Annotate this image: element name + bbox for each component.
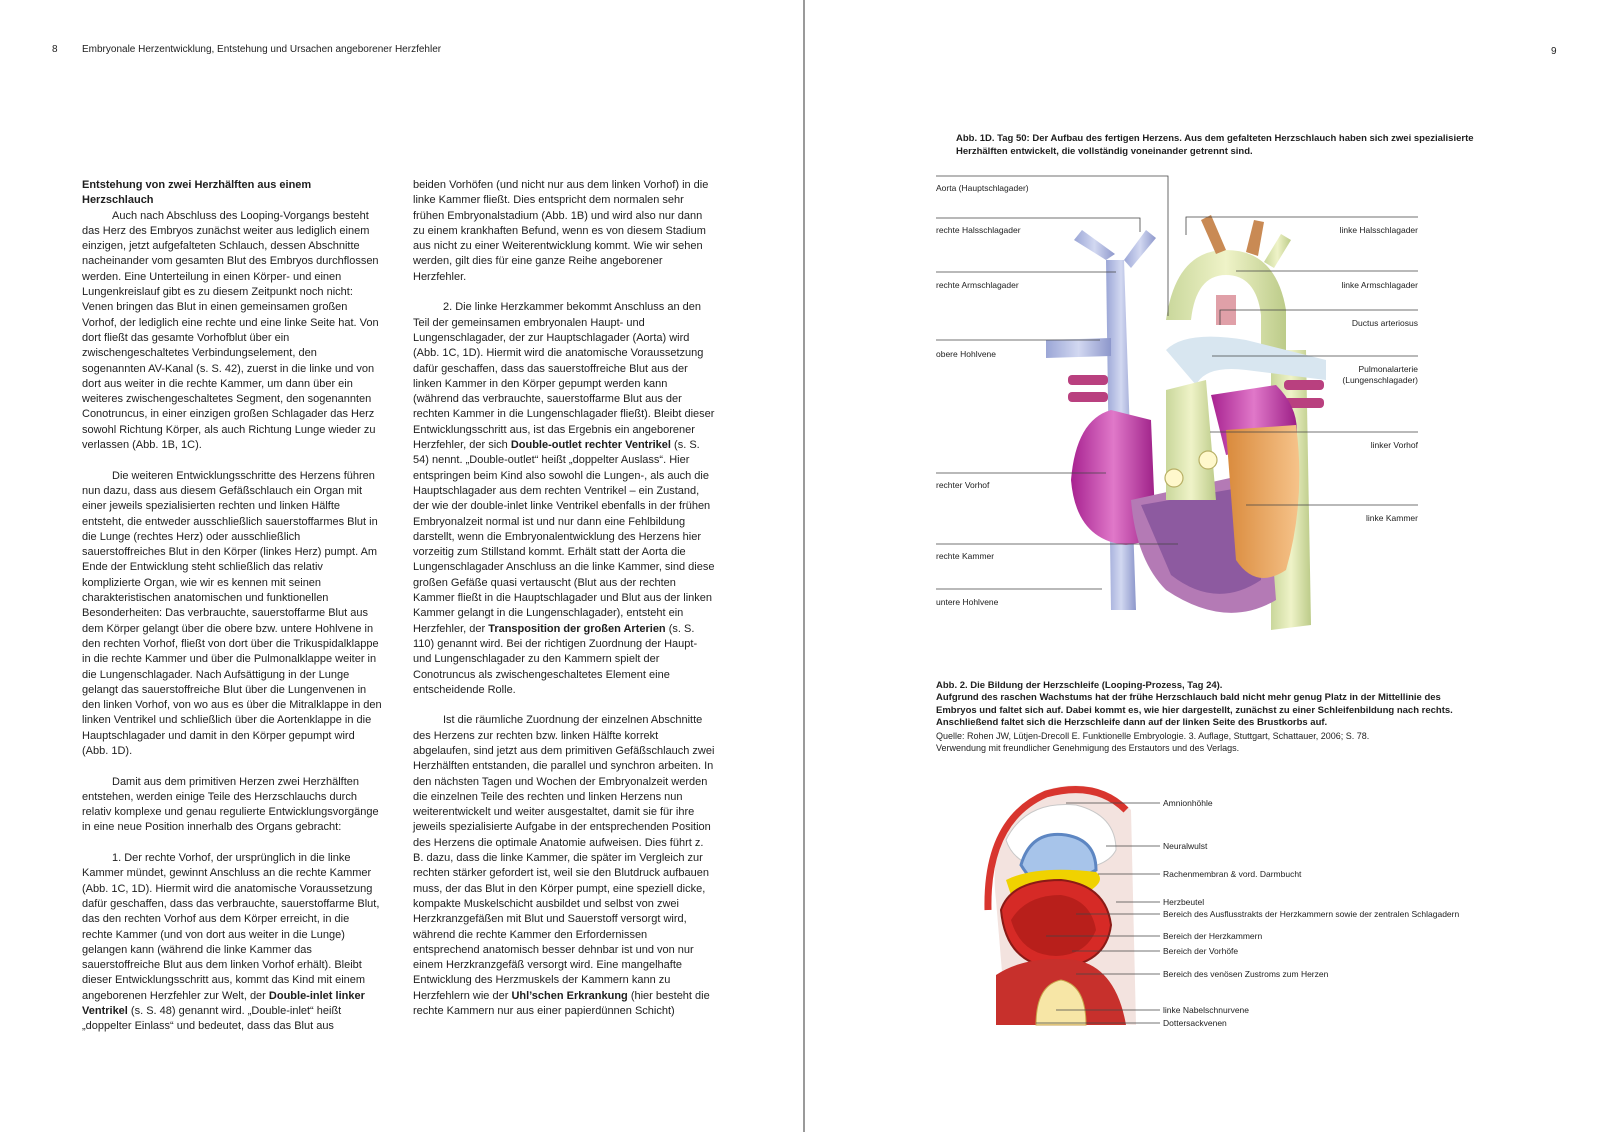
- figure-2-caption-title: Abb. 2. Die Bildung der Herzschleife (Looping-Prozess, Tag 24).: [936, 680, 1223, 691]
- label-venous-inflow: Bereich des venösen Zustroms zum Herzen: [1163, 969, 1329, 979]
- label-superior-vena-cava: obere Hohlvene: [936, 349, 997, 359]
- paragraph: Auch nach Abschluss des Looping-Vorgangs besteht das Herz des Embryos zunächst weiter aus lediglich einem einzigen, jetzt aufgefalteten Schlauch, dessen Abschnitte nacheinander vom gesamten Blut des Embryos durchflossen werden. Eine Unterteilung in einen Körper- und einen Lungenkreislauf gibt es zu diesem Zeitpunkt noch nicht: Venen bringen das Blut in einen gemeinsamen großen Vorhof, der lediglich eine rechte und eine linke Seite hat. Von dort fließt das gesamte Vorhofblut über ein zwischengeschaltetes Verbindungselement, den sogenannten AV-Kanal (s. S. 42), zuerst in die linke und von dort aus weiter in die rechte Kammer, um dann über ein weiteres zwischengeschaltetes Segment, den sogenannten Conotruncus, in einer einzigen großen Schlagader das Herz sowohl Richtung Körper, als auch Richtung Lunge wieder zu verlassen (Abb. 1B, 1C).: [82, 209, 379, 452]
- page-number-right: 9: [1551, 46, 1557, 57]
- label-ductus-arteriosus: Ductus arteriosus: [1351, 318, 1418, 328]
- text-run: (hier besteht die rechte Kammern nur aus einer papierdünnen Schicht): [413, 989, 710, 1018]
- text-column-2: [413, 178, 715, 1019]
- section-heading: Entstehung von zwei Herzhälften aus einem Herzschlauch: [82, 179, 312, 207]
- label-umbilical-vein: linke Nabelschnurvene: [1163, 1005, 1249, 1015]
- label-vitelline-veins: Dottersackvenen: [1163, 1018, 1227, 1028]
- label-left-ventricle: linke Kammer: [1366, 513, 1418, 523]
- embryo-leader-lines: [806, 0, 1600, 1132]
- term-bold: Transposition der großen Arterien: [488, 622, 666, 635]
- label-pharyngeal-membrane: Rachenmembran & vord. Darmbucht: [1163, 869, 1302, 879]
- term-bold: Double-outlet rechter Ventrikel: [510, 439, 671, 452]
- label-atria-region: Bereich der Vorhöfe: [1163, 946, 1239, 956]
- label-right-atrium: rechter Vorhof: [936, 480, 990, 490]
- label-pericardium: Herzbeutel: [1163, 897, 1205, 907]
- text-run: (s. S. 54) nennt. „Double-outlet“ heißt „doppelter Auslass“. Hier entspringen beim Kind also sowohl die Lungen-, als auch die Hauptschlagader aus dem rechten Ventrikel – ein Zustand, der wie der double-inlet linke Ventrikel ebenfalls in der frühen Embryonalzeit normal ist und nur dann eine Fehlbildung darstellt, wenn die Embryonalentwicklung des Herzens hier vorzeitig zum Stillstand kommt. Erhält statt der Aorta die Lungenschlagader Anschluss an die linke Kammer, sind diese großen Gefäße quasi vertauscht (Blut aus der rechten Kammer fließt in die Hauptschlagader und Blut aus der linken Kammer gelangt in die Lungenschlagader), entsteht ein Herzfehler, der: [413, 439, 715, 635]
- right-page: [806, 0, 1600, 1132]
- term-bold: Double-inlet linker Ventrikel: [82, 989, 365, 1018]
- paragraph: [413, 300, 715, 698]
- paragraph: [413, 713, 715, 1019]
- label-right-subclavian: rechte Armschlagader: [936, 280, 1019, 290]
- label-left-subclavian: linke Armschlagader: [1341, 280, 1418, 290]
- text-column-1: [82, 178, 382, 1035]
- text-run: 2. Die linke Herzkammer bekommt Anschluss an den Teil der gemeinsamen embryonalen Haupt- und Lungenschlagader, der zur Hauptschlagader (Aorta) wird (Abb. 1C, 1D). Hiermit wird die anatomische Voraussetzung dafür geschaffen, dass das sauerstoffreiche Blut aus der linken Kammer in den Körper gepumpt werden kann (während das verbrauchte, sauerstoffarme Blut aus der rechten Kammer in die Lungenschlagader fließt). Bleibt dieser Entwicklungsschritt aus, ist das Ergebnis ein angeborener Herzfehler, der sich: [413, 301, 715, 452]
- paragraph: [82, 851, 382, 1035]
- figure-1-caption: Abb. 1D. Tag 50: Der Aufbau des fertigen Herzens. Aus dem gefalteten Herzschlauch haben sich zwei spezialisierte Herzhälften entwickelt, die vollständig voneinander getrennt sind.: [956, 133, 1474, 157]
- page-divider: [803, 0, 805, 1132]
- label-right-carotid: rechte Halsschlagader: [936, 225, 1021, 235]
- label-inferior-vena-cava: untere Hohlvene: [936, 597, 999, 607]
- paragraph: Die weiteren Entwicklungsschritte des Herzens führen nun dazu, dass aus diesem Gefäßschlauch ein Organ mit einer jeweils spezialisierten rechten und linken Hälfte entsteht, die entweder ausschließlich sauerstoffarmes Blut in die Lunge (rechtes Herz) oder ausschließlich sauerstoffreiches Blut in den Körper (linkes Herz) pumpt. Am Ende der Entwicklung steht schließlich das relativ komplizierte Organ, wie wir es kennen mit seinen charakteristischen anatomischen und funktionellen Besonderheiten: Das verbrauchte, sauerstoffarme Blut aus dem Körper gelangt über die obere bzw. untere Hohlvene in den rechten Vorhof, fließt von dort über die Trikuspidalklappe in die rechte Kammer und über die Pulmonalklappe weiter in die Lungenschlagader. Nach Aufsättigung in der Lunge gelangt das sauerstoffreiche Blut über die Lungenvenen in den linken Vorhof, von wo aus es über die Mitralklappe in den linken Ventrikel und schließlich über die Aortenklappe in die Hauptschlagader und damit in den Körper gepumpt wird (Abb. 1D).: [82, 469, 382, 757]
- text-run: 1. Der rechte Vorhof, der ursprünglich in die linke Kammer mündet, gewinnt Anschluss an die rechte Kammer (Abb. 1C, 1D). Hiermit wird die anatomische Voraussetzung dafür geschaffen, dass das verbrauchte, sauerstoffarme Blut, das den rechten Vorhof aus dem Körper erreicht, in die rechte Kammer (und von dort aus weiter in die Lunge) gelangen kann (während die linke Kammer das sauerstoffreiche Blut aus dem linken Vorhof erhält). Bleibt dieser Entwicklungsschritt aus, kommt das Kind mit einem angeborenen Herzfehler zur Welt, der: [82, 852, 380, 1002]
- text-run: (s. S. 48) genannt wird. „Double-inlet“ heißt „doppelter Einlass“ und bedeutet, dass das Blut aus: [82, 1005, 342, 1033]
- label-right-ventricle: rechte Kammer: [936, 551, 995, 561]
- label-aorta: Aorta (Hauptschlagader): [936, 183, 1029, 193]
- label-left-carotid: linke Halsschlagader: [1339, 225, 1418, 235]
- running-head: Embryonale Herzentwicklung, Entstehung und Ursachen angeborener Herzfehler: [82, 44, 442, 55]
- label-ventricles-region: Bereich der Herzkammern: [1163, 931, 1263, 941]
- page-number-left: 8: [52, 44, 58, 55]
- label-left-atrium: linker Vorhof: [1370, 440, 1418, 450]
- figure-2-permission: Verwendung mit freundlicher Genehmigung des Erstautors und des Verlags.: [936, 743, 1240, 753]
- label-pulmonary-artery-alt: (Lungenschlagader): [1342, 375, 1418, 385]
- figure-2-source: Quelle: Rohen JW, Lütjen-Drecoll E. Funktionelle Embryologie. 3. Auflage, Stuttgart, Schattauer, 2006; S. 78.: [936, 731, 1370, 741]
- text-run: (s. S. 110) genannt wird. Bei der richtigen Zuordnung der Haupt- und Lungenschlagader zu den Kammern spielt der Conotruncus als zwischengeschaltetes Element eine entscheidende Rolle.: [413, 622, 698, 696]
- label-outflow-tract: Bereich des Ausflusstrakts der Herzkammern sowie der zentralen Schlagadern: [1163, 909, 1460, 919]
- label-amnion: Amnionhöhle: [1163, 798, 1213, 808]
- paragraph: beiden Vorhöfen (und nicht nur aus dem linken Vorhof) in die linke Kammer fließt. Dies entspricht dem normalen sehr frühen Embryonalstadium (Abb. 1B) und wird also nur dann zu einem krankhaften Befund, wenn es von diesem Stadium aus nicht zu einer Weiterentwicklung kommt. Wie wir sehen werden, gilt dies für eine ganze Reihe angeborener Herzfehler.: [413, 179, 709, 283]
- paragraph: Damit aus dem primitiven Herzen zwei Herzhälften entstehen, werden einige Teile des Herzschlauchs durch relativ komplexe und genau regulierte Entwicklungsvorgänge in eine neue Position innerhalb des Organs gebracht:: [82, 775, 379, 834]
- term-bold: Uhl’schen Erkrankung: [511, 989, 628, 1002]
- figure-2-caption-body: Aufgrund des raschen Wachstums hat der frühe Herzschlauch bald nicht mehr genug Platz in der Mittellinie des Embryos und faltet sich auf. Dabei kommt es, wie hier dargestellt, zunächst zu einer Schleifenbildung nach rechts. Anschließend faltet sich die Herzschleife dann auf der linken Seite des Brustkorbs auf.: [936, 692, 1453, 728]
- label-neural-fold: Neuralwulst: [1163, 841, 1208, 851]
- label-pulmonary-artery: Pulmonalarterie: [1358, 364, 1418, 374]
- text-run: Ist die räumliche Zuordnung der einzelnen Abschnitte des Herzens zur rechten bzw. linken Hälfte korrekt abgelaufen, sind jetzt aus dem primitiven Gefäßschlauch zwei Herzhälften entstanden, die parallel und synchron arbeiten. In den nächsten Tagen und Wochen der Embryonalzeit werden die einzelnen Teile des rechten und linken Herzens nun weiterentwickelt und weiter ausgestaltet, damit sie für ihre jeweils spezialisierte Aufgabe in der entsprechenden Position des Herzens die optimale Anatomie aufweisen. Dies führt z. B. dazu, dass die linke Kammer, die später im Vergleich zur rechten stärker gefordert ist, weil sie den Blutdruck aufbauen muss, der das Blut in den Körper pumpt, eine speziell dicke, kompakte Muskelschicht ausbildet und selbst von zwei Herzkranzgefäßen mit Blut und Sauerstoff versorgt wird, während die rechte Kammer den Erfordernissen entsprechend anatomisch besser dehnbar ist und von nur einem Herzkranzgefäß versorgt wird. Eine mangelhafte Entwicklung des Herzmuskels der Kammern kann zu Herzfehlern wie der: [413, 714, 715, 1002]
